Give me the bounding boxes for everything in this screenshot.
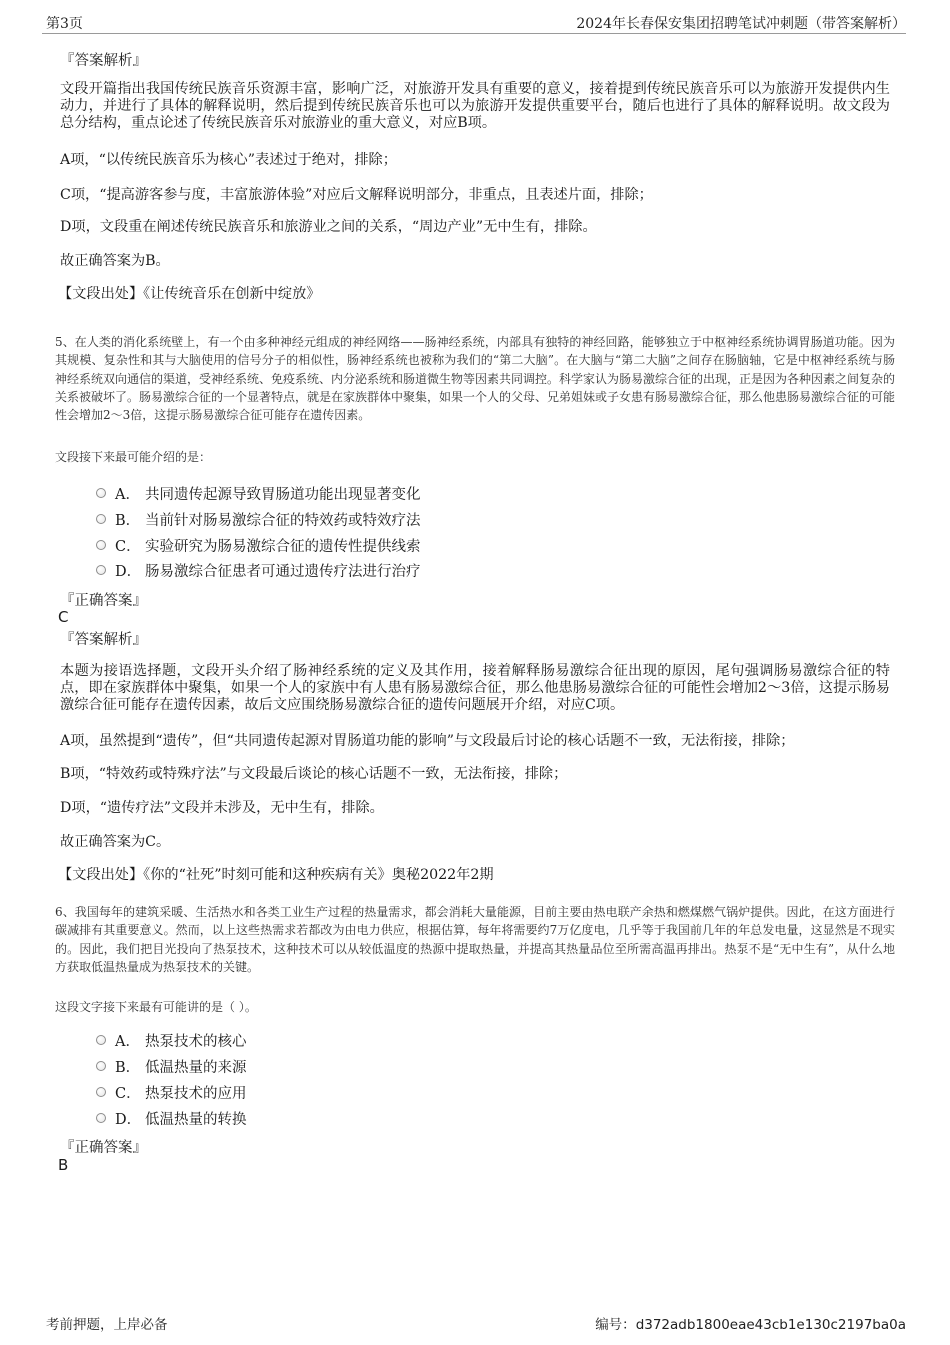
q6-option-d[interactable] xyxy=(96,1108,247,1128)
option-letter: A． xyxy=(115,486,140,503)
q6-option-a[interactable] xyxy=(96,1030,247,1050)
option-text: 低温热量的转换 xyxy=(145,1111,247,1128)
option-letter: D． xyxy=(115,563,142,580)
q5-note-d: D项，“遗传疗法”文段并未涉及，无中生有，排除。 xyxy=(60,800,384,816)
radio-button-icon[interactable] xyxy=(96,540,106,550)
q4-note-c: C项，“提高游客参与度，丰富旅游体验”对应后文解释说明部分，非重点，且表述片面，排除； xyxy=(60,187,653,203)
q5-analysis-text: 本题为接语选择题，文段开头介绍了肠神经系统的定义及其作用，接着解释肠易激综合征出现的原因，尾句强调肠易激综合征的特点，即在家族群体中聚集，如果一个人的家族中有人患有肠易激综合征，那么他患肠易激综合征的可能性会增加2～3倍，这提示肠易激综合征可能存在遗传因素，故后文应围绕肠易激综合征的遗传问题展开介绍，对应C项。 xyxy=(60,663,890,713)
q4-analysis-text: 文段开篇指出我国传统民族音乐资源丰富，影响广泛，对旅游开发具有重要的意义，接着提到传统民族音乐可以为旅游开发提供内生动力，并进行了具体的解释说明，然后提到传统民族音乐也可以为旅游开发提供重要平台，随后也进行了具体的解释说明。故文段为总分结构，重点论述了传统民族音乐对旅游业的重大意义，对应B项。 xyxy=(60,81,890,131)
option-text: 当前针对肠易激综合征的特效药或特效疗法 xyxy=(145,512,421,529)
q6-answer-label: 『正确答案』 xyxy=(60,1140,147,1156)
q5-note-a: A项，虽然提到“遗传”，但“共同遗传起源对胃肠道功能的影响”与文段最后讨论的核心话题不一致，无法衔接，排除； xyxy=(60,733,795,749)
q6-option-c[interactable] xyxy=(96,1082,247,1102)
document-title: 2024年长春保安集团招聘笔试冲刺题（带答案解析） xyxy=(576,16,906,32)
radio-button-icon[interactable] xyxy=(96,1035,106,1045)
option-letter: B． xyxy=(115,1059,141,1076)
q5-option-c[interactable] xyxy=(96,535,421,555)
q4-note-a: A项，“以传统民族音乐为核心”表述过于绝对，排除； xyxy=(60,152,397,168)
q5-stem: 5、在人类的消化系统壁上，有一个由多种神经元组成的神经网络——肠神经系统，内部具有独特的神经回路，能够独立于中枢神经系统协调胃肠道功能。因为其规模、复杂性和其与大脑使用的信号分子的相似性，肠神经系统也被称为我们的“第二大脑”。在大脑与“第二大脑”之间存在肠脑轴，它是中枢神经系统与肠神经系统双向通信的渠道，受神经系统、免疫系统、内分泌系统和肠道微生物等因素共同调控。科学家认为肠易激综合征的出现，正是因为各种因素之间复杂的关系被破坏了。肠易激综合征的一个显著特点，就是在家族群体中聚集，如果一个人的父母、兄弟姐妹或子女患有肠易激综合征，那么他患肠易激综合征的可能性会增加2～3倍，这提示肠易激综合征可能存在遗传因素。 xyxy=(55,335,896,423)
option-text: 热泵技术的应用 xyxy=(145,1085,247,1102)
q6-stem: 6、我国每年的建筑采暖、生活热水和各类工业生产过程的热量需求，都会消耗大量能源，目前主要由热电联产余热和燃煤燃气锅炉提供。因此，在这方面进行碳减排有其重要意义。然而，以上这些热需求若都改为由电力供应，根据估算，每年将需要约7万亿度电，几乎等于我国前几年的年总发电量，这显然是不现实的。因此，我们把目光投向了热泵技术，这种技术可以从较低温度的热源中提取热量，并提高其热量品位至所需高温再排出。热泵不是“无中生有”，从什么地方获取低温热量成为热泵技术的关键。 xyxy=(55,905,895,974)
footer-code-value: d372adb1800eae43cb1e130c2197ba0a xyxy=(635,1317,906,1333)
q5-option-a[interactable] xyxy=(96,483,421,503)
option-text: 肠易激综合征患者可通过遗传疗法进行治疗 xyxy=(145,563,421,580)
q5-answer-label: 『正确答案』 xyxy=(60,593,147,609)
option-text: 共同遗传起源导致胃肠道功能出现显著变化 xyxy=(145,486,421,503)
radio-button-icon[interactable] xyxy=(96,1113,106,1123)
radio-button-icon[interactable] xyxy=(96,488,106,498)
page-number: 第3页 xyxy=(46,16,83,32)
option-letter: C． xyxy=(115,1085,141,1102)
q5-note-b: B项，“特效药或特殊疗法”与文段最后谈论的核心话题不一致，无法衔接，排除； xyxy=(60,766,568,782)
q6-option-b[interactable] xyxy=(96,1056,247,1076)
option-letter: C． xyxy=(115,538,141,555)
q6-prompt: 这段文字接下来最有可能讲的是（ ）。 xyxy=(55,1000,257,1014)
option-letter: A． xyxy=(115,1033,140,1050)
option-letter: B． xyxy=(115,512,141,529)
radio-button-icon[interactable] xyxy=(96,565,106,575)
q5-answer: C xyxy=(58,608,69,626)
option-text: 实验研究为肠易激综合征的遗传性提供线索 xyxy=(145,538,421,555)
footer-code xyxy=(595,1313,906,1333)
radio-button-icon[interactable] xyxy=(96,514,106,524)
q4-conclusion: 故正确答案为B。 xyxy=(60,253,170,269)
option-text: 热泵技术的核心 xyxy=(145,1033,247,1050)
q5-option-b[interactable] xyxy=(96,509,421,529)
option-letter: D． xyxy=(115,1111,142,1128)
q5-option-d[interactable] xyxy=(96,560,421,580)
q5-prompt: 文段接下来最可能介绍的是： xyxy=(55,450,212,464)
q5-analysis-label: 『答案解析』 xyxy=(60,632,147,648)
footer-code-label: 编号： xyxy=(595,1317,636,1333)
q5-source: 【文段出处】《你的“社死”时刻可能和这种疾病有关》奥秘2022年2期 xyxy=(58,867,494,883)
header-divider xyxy=(42,33,906,34)
q4-analysis-label: 『答案解析』 xyxy=(60,53,147,69)
q4-note-d: D项，文段重在阐述传统民族音乐和旅游业之间的关系，“周边产业”无中生有，排除。 xyxy=(60,219,597,235)
footer-slogan: 考前押题，上岸必备 xyxy=(46,1317,168,1333)
q5-conclusion: 故正确答案为C。 xyxy=(60,834,171,850)
radio-button-icon[interactable] xyxy=(96,1061,106,1071)
q6-answer: B xyxy=(58,1156,69,1174)
q4-source: 【文段出处】《让传统音乐在创新中绽放》 xyxy=(58,286,321,302)
radio-button-icon[interactable] xyxy=(96,1087,106,1097)
option-text: 低温热量的来源 xyxy=(145,1059,247,1076)
